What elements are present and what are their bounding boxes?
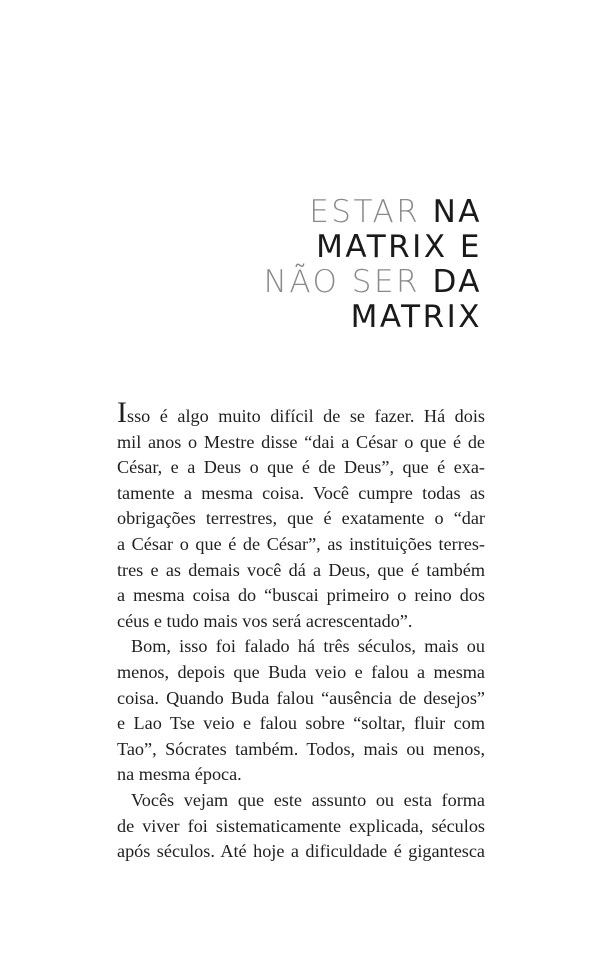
paragraph-line: mil anos o Mestre disse “dai a César o que é de bbox=[117, 431, 485, 452]
chapter-title-word-estar: ESTAR bbox=[309, 194, 421, 230]
body-text bbox=[117, 400, 485, 865]
paragraph-line: menos, depois que Buda veio e falou a mesma bbox=[117, 661, 485, 682]
paragraph-line: Isso é algo muito difícil de se fazer. Há dois bbox=[117, 400, 485, 430]
paragraph-line: a César o que é de César”, as instituições terres- bbox=[117, 533, 485, 554]
paragraph-line: na mesma época. bbox=[117, 764, 242, 785]
paragraph-line: César, e a Deus o que é de Deus”, que é exa- bbox=[117, 457, 485, 478]
drop-cap: I bbox=[117, 400, 127, 429]
paragraph-line: Bom, isso foi falado há três séculos, mais ou bbox=[131, 636, 485, 657]
chapter-title-word-nao-ser: NÃO SER bbox=[263, 264, 421, 300]
chapter-title-line-1 bbox=[264, 195, 482, 230]
chapter-title-word-da: DA bbox=[432, 264, 482, 300]
paragraph-line: Tao”, Sócrates também. Todos, mais ou menos, bbox=[117, 738, 485, 759]
paragraph-line: obrigações terrestres, que é exatamente o “dar bbox=[117, 508, 485, 529]
chapter-title-word-matrix: MATRIX bbox=[350, 299, 482, 335]
paragraph-line: a mesma coisa do “buscai primeiro o reino dos bbox=[117, 585, 485, 606]
paragraph-1 bbox=[117, 400, 485, 634]
paragraph-line: e Lao Tse veio e falou sobre “soltar, fluir com bbox=[117, 713, 485, 734]
paragraph-line: coisa. Quando Buda falou “ausência de desejos” bbox=[117, 687, 485, 708]
chapter-title bbox=[264, 195, 482, 335]
paragraph-line: Vocês vejam que este assunto ou esta forma bbox=[131, 789, 485, 810]
paragraph-3 bbox=[117, 788, 485, 865]
paragraph-line: tamente a mesma coisa. Você cumpre todas as bbox=[117, 482, 485, 503]
chapter-title-word-matrix-e: MATRIX E bbox=[316, 229, 482, 265]
paragraph-line: de viver foi sistematicamente explicada, séculos bbox=[117, 815, 485, 836]
paragraph-line: céus e tudo mais vos será acrescentado”. bbox=[117, 610, 413, 631]
paragraph-line: após séculos. Até hoje a dificuldade é gigantesca bbox=[117, 841, 485, 862]
chapter-title-word-na: NA bbox=[432, 194, 482, 230]
chapter-title-line-2 bbox=[264, 230, 482, 265]
chapter-title-line-3 bbox=[264, 265, 482, 300]
paragraph-line: tres e as demais você dá a Deus, que é também bbox=[117, 559, 485, 580]
paragraph-2 bbox=[117, 634, 485, 788]
chapter-title-line-4 bbox=[264, 300, 482, 335]
